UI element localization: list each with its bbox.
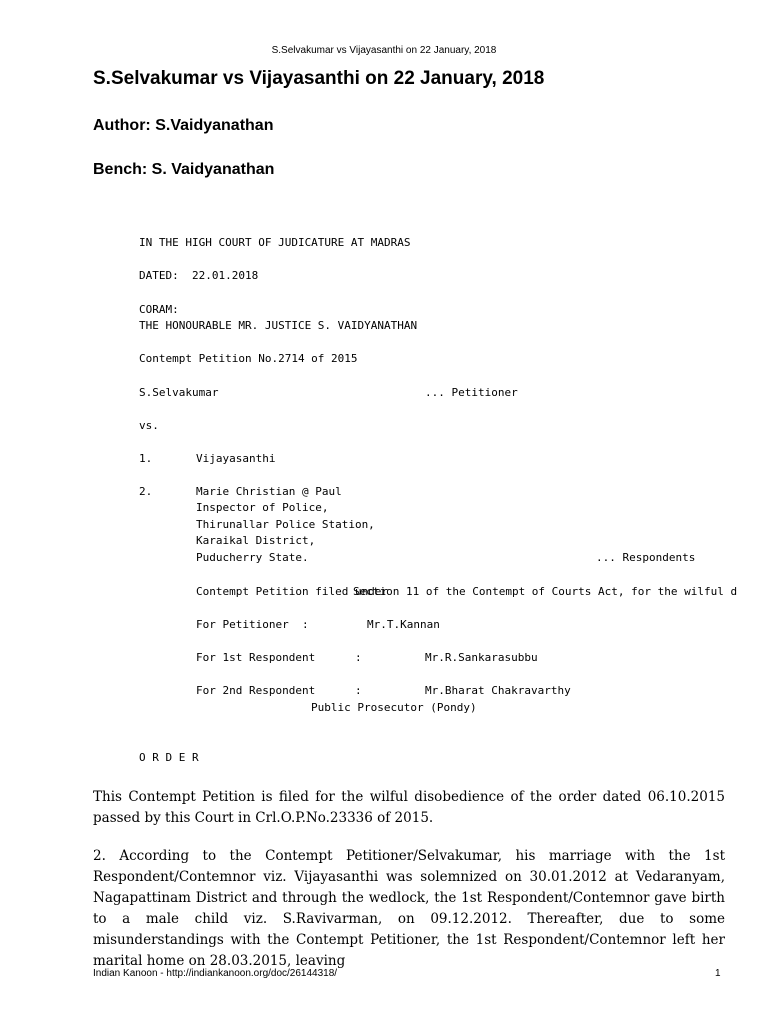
for-respondent-2-counsel: Mr.Bharat Chakravarthy (425, 684, 571, 697)
respondent-2-name: Marie Christian @ Paul (196, 485, 342, 498)
order-paragraph-1 (93, 787, 725, 829)
for-respondent-1-counsel: Mr.R.Sankarasubbu (425, 651, 538, 664)
respondent-2-designation: Inspector of Police, (196, 501, 329, 514)
petition-description-rest: Section 11 of the Contempt of Courts Act, for the wilful d (353, 585, 738, 598)
petition-number: Contempt Petition No.2714 of 2015 (139, 352, 358, 365)
running-header: S.Selvakumar vs Vijayasanthi on 22 January, 2018 (271, 45, 497, 56)
document-title: S.Selvakumar vs Vijayasanthi on 22 January, 2018 (93, 68, 545, 89)
paragraph-text: 2. According to the Contempt Petitioner/Selvakumar, his marriage with the 1st Respondent/Contemnor viz. Vijayasanthi was solemnized on 30.01.2012 at Vedaranyam, Nagapattinam District and through the wedlock, the 1st Respondent/Contemnor gave birth to a male child viz. S.Ravivarman, on 09.12.2012. Thereafter, due to some misunderstandings with the Contempt Petitioner, the 1st Respondent/Contemnor left her marital home on 28.03.2015, leaving (93, 848, 725, 969)
respondent-1-name: Vijayasanthi (196, 452, 276, 465)
order-heading: O R D E R (139, 751, 199, 764)
petitioner-role: ... Petitioner (425, 386, 518, 399)
page-number: 1 (715, 968, 721, 979)
respondent-2-state: Puducherry State. (196, 551, 309, 564)
petition-description-start: Contempt Petition filed under (196, 585, 389, 598)
dated-line: DATED: 22.01.2018 (139, 269, 259, 282)
for-respondent-2-label: For 2nd Respondent : (196, 684, 362, 697)
respondents-role: ... Respondents (596, 551, 696, 564)
respondent-2-district: Karaikal District, (196, 534, 316, 547)
respondent-2-number: 2. (139, 485, 153, 498)
coram-judge: THE HONOURABLE MR. JUSTICE S. VAIDYANATHAN (139, 319, 418, 332)
author-line: Author: S.Vaidyanathan (93, 117, 274, 134)
coram-label: CORAM: (139, 303, 179, 316)
versus-label: vs. (139, 419, 159, 432)
respondent-1-number: 1. (139, 452, 153, 465)
for-petitioner-counsel: Mr.T.Kannan (367, 618, 440, 631)
for-petitioner-label: For Petitioner : (196, 618, 309, 631)
bench-line: Bench: S. Vaidyanathan (93, 161, 275, 178)
paragraph-text: This Contempt Petition is filed for the wilful disobedience of the order dated 06.10.2015 passed by this Court in Crl.O.P.No.23336 of 2015. (93, 789, 725, 826)
petitioner-name: S.Selvakumar (139, 386, 219, 399)
public-prosecutor: Public Prosecutor (Pondy) (311, 701, 477, 714)
for-respondent-1-label: For 1st Respondent : (196, 651, 362, 664)
court-name: IN THE HIGH COURT OF JUDICATURE AT MADRAS (139, 236, 411, 249)
respondent-2-station: Thirunallar Police Station, (196, 518, 375, 531)
footer-source: Indian Kanoon - http://indiankanoon.org/doc/26144318/ (93, 968, 338, 979)
order-paragraph-2 (93, 846, 725, 972)
